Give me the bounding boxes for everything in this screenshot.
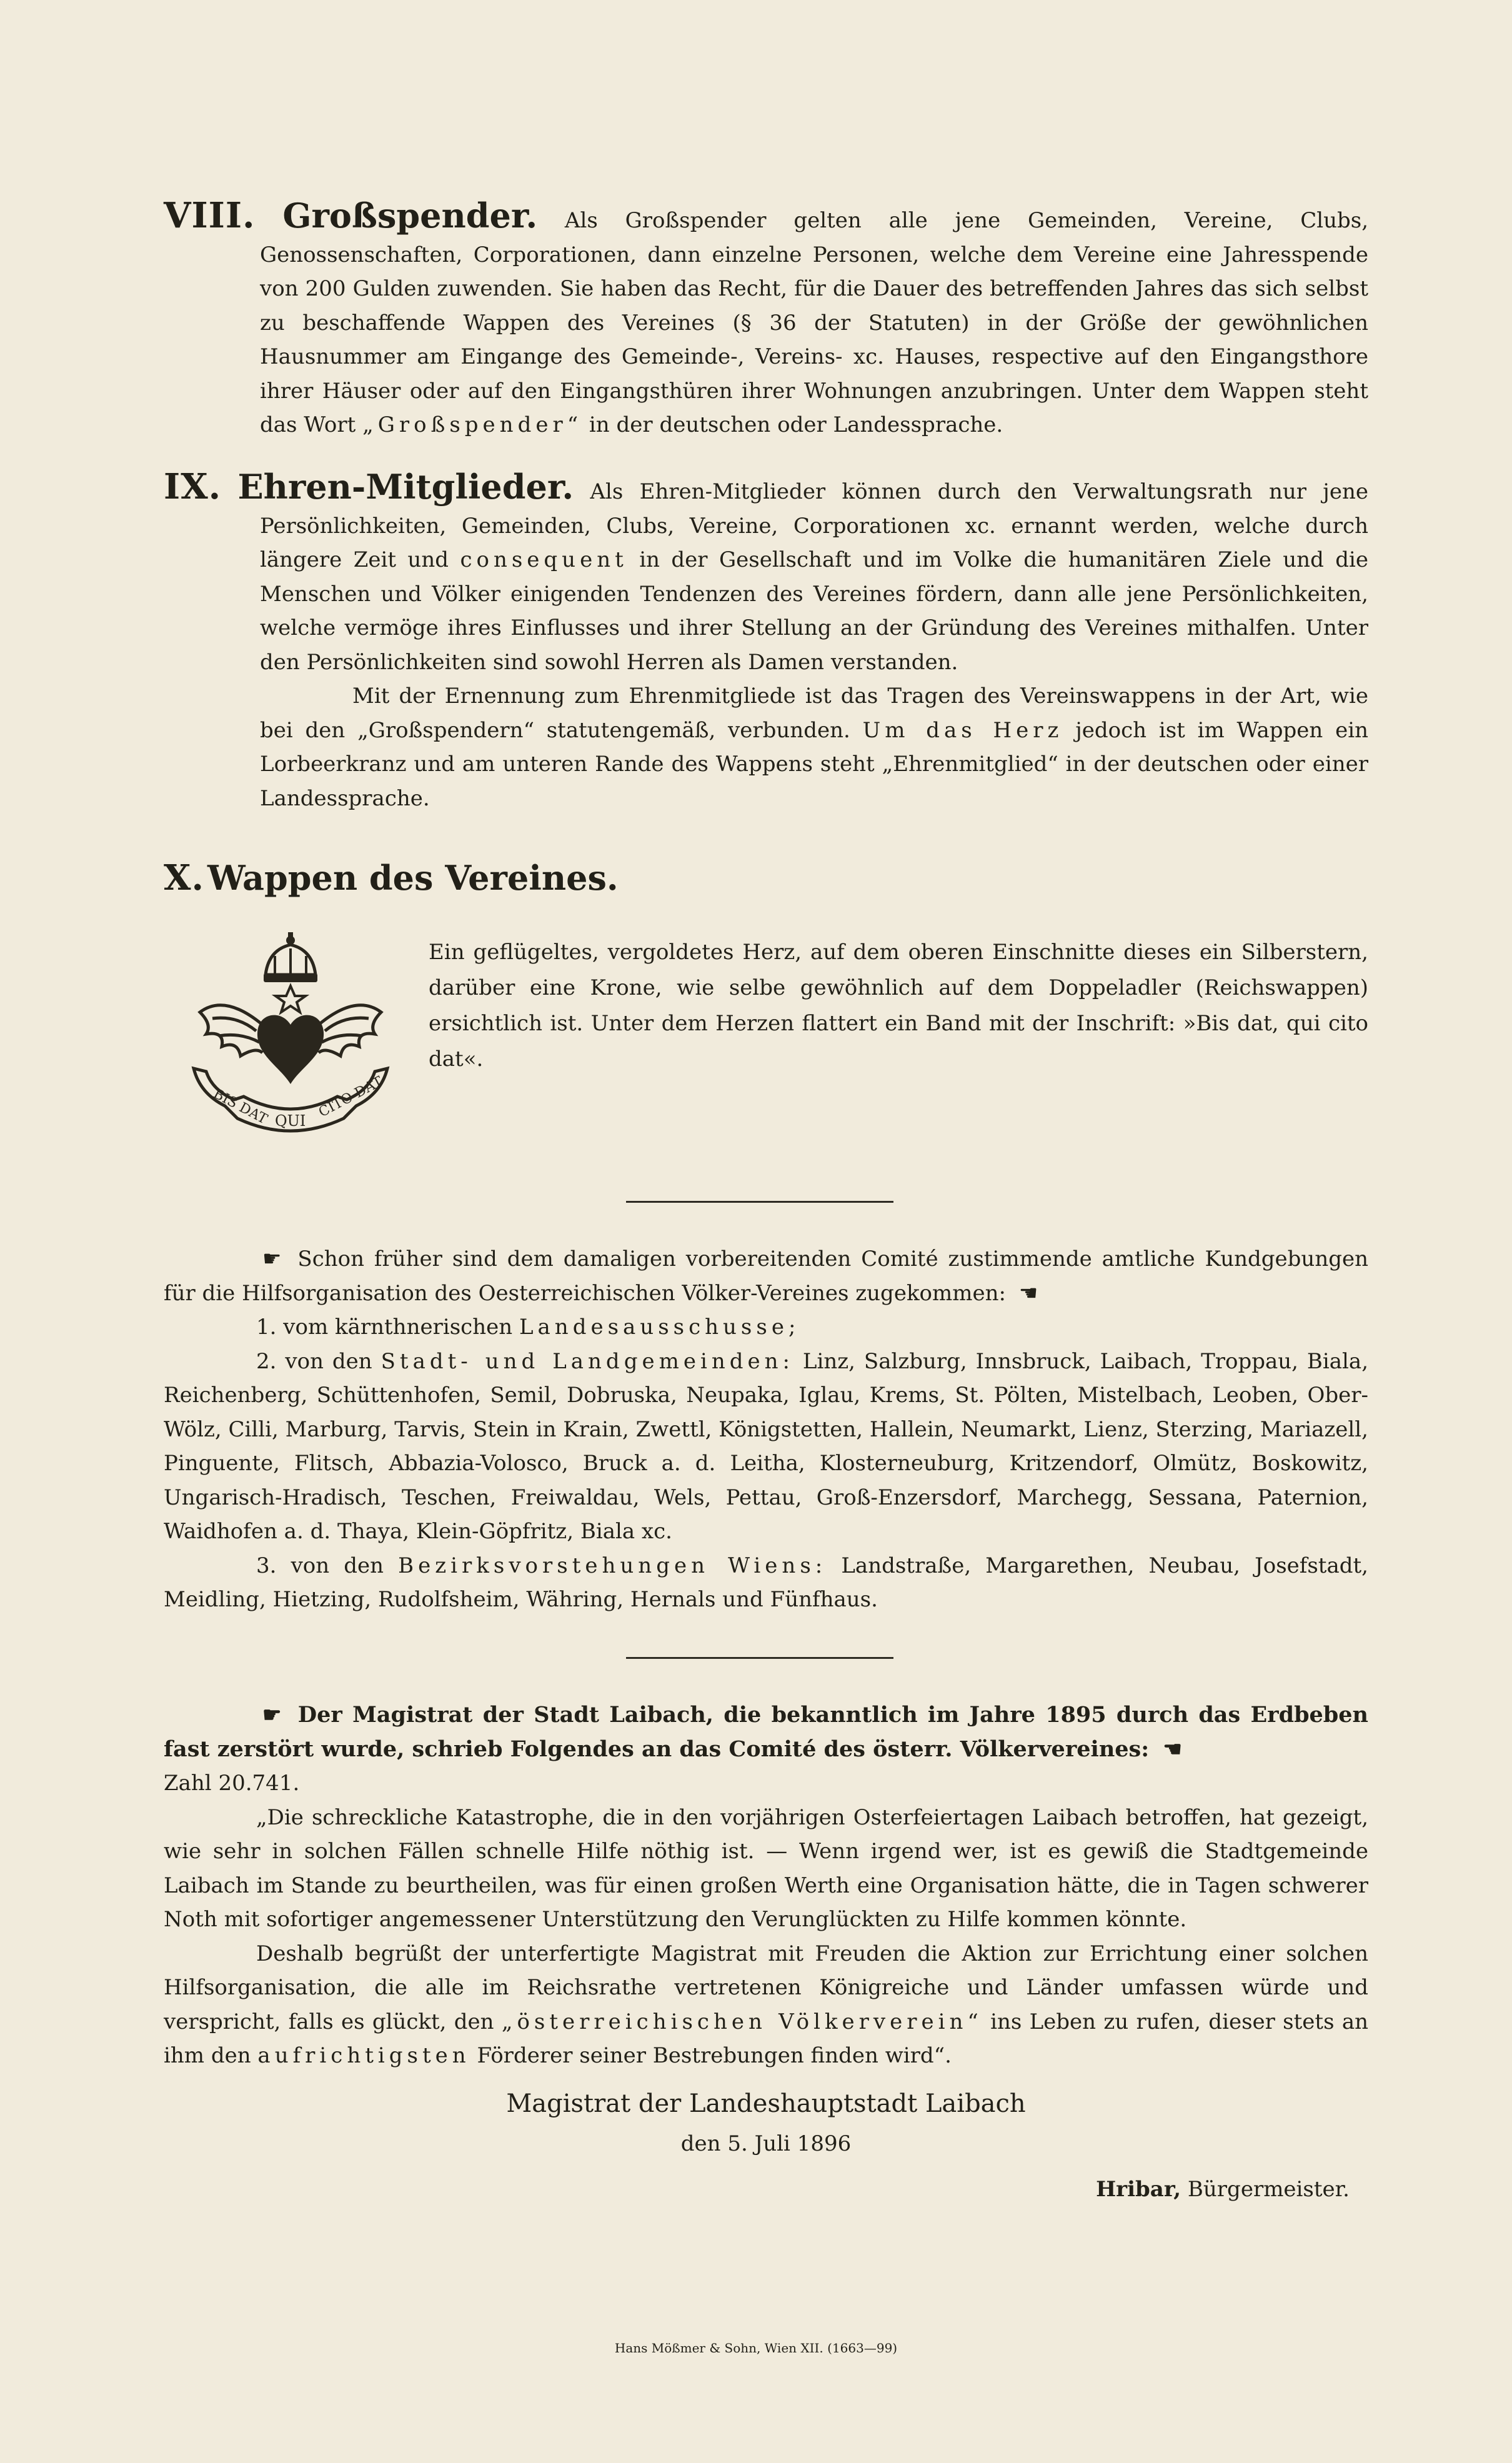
ribbon-text-mid: QUI bbox=[275, 1112, 306, 1130]
endorsement-item-3 bbox=[164, 1549, 1368, 1617]
item-spaced-text: Landesausschusse bbox=[519, 1315, 788, 1340]
printer-imprint: Hans Mößmer & Sohn, Wien XII. (1663—99) bbox=[614, 2341, 898, 2356]
section-text: Als Ehren-Mitglieder können durch den Verwaltungsrath nur jene Persönlichkeiten, Gemeinden, Clubs, Vereine, Corporationen xc. ernannt werden, welche durch längere Zeit und bbox=[260, 479, 1368, 572]
letter-paragraph-2 bbox=[164, 1937, 1368, 2073]
letter-spaced-text: aufrichtigsten bbox=[257, 2043, 470, 2068]
pointing-hand-right-icon: ☛ bbox=[262, 1246, 282, 1271]
letter-heading bbox=[164, 1698, 1368, 1766]
pointing-hand-left-icon: ☚ bbox=[1163, 1736, 1182, 1762]
section-ehren-mitglieder bbox=[164, 466, 1369, 815]
section-text: Mit der Ernennung zum Ehrenmitgliede ist das Tragen des Vereinswappens in der Art, wie bei den „Großspendern“ statutengemäß, verbunden. bbox=[260, 684, 1368, 743]
letter-text: ins Leben zu rufen, dieser stets an ihm den bbox=[164, 2009, 1368, 2068]
section-title: Wappen des Vereines. bbox=[207, 858, 619, 898]
pointing-hand-left-icon: ☚ bbox=[1018, 1280, 1038, 1306]
item-text: kärnthnerischen bbox=[335, 1315, 513, 1340]
letter-mayor bbox=[164, 2172, 1368, 2207]
letter-paragraph-1: „Die schreckliche Katastrophe, die in den vorjährigen Osterfeiertagen Laibach betroffen, hat gezeigt, wie sehr in solchen Fällen schnelle Hilfe nöthig ist. — Wenn irgend wer, ist es gewiß die Stadtgemeinde Laibach im Stande zu beurtheilen, was für einen großen Werth eine Organisation hätte, die in Tagen schwerer Noth mit sofortiger angemessener Unterstützung den Verunglückten zu Hilfe kommen könnte. bbox=[164, 1804, 1368, 1932]
section-text: Als Großspender gelten alle jene Gemeinden, Vereine, Clubs, Genossenschaften, Corporationen, dann einzelne Personen, welche dem Vereine eine Jahresspende von 200 Gulden zuwenden. Sie haben das Recht, für die Dauer des betreffenden Jahres das sich selbst zu beschaffende Wappen des Vereines (§ 36 der Statuten) in der Größe der gewöhnlichen Hausnummer am Eingange des Gemeinde-, Vereins- xc. Hauses, respective auf den Eingangsthore ihrer Häuser oder auf den Eingangsthüren ihrer Wohnungen anzubringen. Unter dem Wappen steht das Wort bbox=[260, 208, 1368, 437]
wappen-paragraph bbox=[429, 935, 1368, 1077]
motto-text: »Bis dat, qui cito dat«. bbox=[429, 1011, 1369, 1072]
section-text-end: in der deutschen oder Landessprache. bbox=[589, 412, 1003, 437]
letter-text: Deshalb begrüßt der unterfertigte Magistrat mit Freuden die Aktion zur Errichtung einer solchen Hilfsorganisation, die alle im Reichsrathe vertretenen Königreiche und Länder umfassen würde und verspricht, falls es glückt, den bbox=[164, 1941, 1368, 2034]
heart-icon bbox=[257, 1015, 324, 1084]
crown-icon bbox=[264, 932, 317, 982]
ribbon-text-right: CITO DAT bbox=[316, 1073, 385, 1121]
endorsement-item-2 bbox=[164, 1345, 1368, 1549]
section-title: Ehren-Mitglieder. bbox=[237, 467, 574, 507]
endorsements-intro bbox=[164, 1242, 1368, 1310]
spaced-word: consequent bbox=[460, 547, 628, 572]
section-text: jedoch ist im Wappen ein Lorbeerkranz und am unteren Rande des Wappens steht „Ehrenmitglied“ in der deutschen oder einer Landessprache. bbox=[260, 717, 1368, 811]
wappen-heading bbox=[164, 857, 1368, 898]
item-text: vom bbox=[283, 1315, 329, 1340]
item-text: ; bbox=[788, 1315, 796, 1340]
item-number: 2. bbox=[256, 1348, 277, 1374]
mayor-name: Hribar, bbox=[1096, 2176, 1181, 2202]
section-text: in der Gesellschaft und im Volke die humanitären Ziele und die Menschen und Völker einigenden Tendenzen des Vereines fördern, dann alle jene Persönlichkeiten, welche vermöge ihres Einflusses und ihrer Stellung an der Gründung des Vereines mithalfen. Unter den Persönlichkeiten sind sowohl Herren als Damen verstanden. bbox=[260, 547, 1369, 675]
endorsements-section bbox=[164, 1242, 1368, 1617]
item-spaced-text: Stadt- und Landgemeinden: bbox=[380, 1348, 794, 1374]
divider bbox=[626, 1657, 893, 1659]
item-spaced-text: Bezirksvorstehungen Wiens: bbox=[398, 1553, 827, 1578]
item-text: von den bbox=[285, 1348, 372, 1374]
section-number: X. bbox=[164, 857, 204, 898]
star-icon bbox=[276, 986, 306, 1012]
coat-of-arms-emblem bbox=[187, 931, 394, 1156]
grossspender-paragraph bbox=[164, 195, 1368, 442]
letter-date: den 5. Juli 1896 bbox=[680, 2131, 852, 2156]
section-title: Großspender. bbox=[282, 196, 538, 236]
wappen-description bbox=[429, 935, 1368, 1077]
section-wappen bbox=[164, 857, 1368, 898]
item-text: Linz, Salzburg, Innsbruck, Laibach, Troppau, Biala, Reichenberg, Schüttenhofen, Semil, Dobruska, Neupaka, Iglau, Krems, St. Pölten, Mistelbach, Leoben, Ober-Wölz, Cilli, Marburg, Tarvis, Stein in Krain, Zwettl, Königstetten, Hallein, Neumarkt, Lienz, Sterzing, Mariazell, Pinguente, Flitsch, Abbazia-Volosco, Bruck a. d. Leitha, Klosterneuburg, Kritzendorf, Olmütz, Boskowitz, Ungarisch-Hradisch, Teschen, Freiwaldau, Wels, Pettau, Groß-Enzersdorf, Marchegg, Sessana, Paternion, Waidhofen a. d. Thaya, Klein-Göpfritz, Biala xc. bbox=[164, 1348, 1369, 1544]
mayor-title: Bürgermeister. bbox=[1187, 2176, 1350, 2202]
section-number: IX. bbox=[164, 466, 222, 507]
letter-text: Förderer seiner Bestrebungen finden wird“. bbox=[477, 2043, 952, 2068]
letter-heading-text: Der Magistrat der Stadt Laibach, die bekanntlich im Jahre 1895 durch das Erdbeben fast zerstört wurde, schrieb Folgendes an das Comité des österr. Völkervereines: bbox=[164, 1702, 1368, 1762]
divider bbox=[626, 1201, 893, 1203]
letter-number: Zahl 20.741. bbox=[164, 1771, 300, 1796]
ribbon-text-left: BIS DAT bbox=[211, 1086, 270, 1128]
section-number: VIII. bbox=[164, 195, 256, 236]
item-number: 1. bbox=[256, 1315, 277, 1340]
letter-spaced-text: „österreichischen Völkerverein“ bbox=[501, 2009, 983, 2034]
letter-section bbox=[164, 1698, 1368, 2206]
item-number: 3. bbox=[256, 1553, 277, 1578]
item-text: von den bbox=[291, 1553, 384, 1578]
section-grossspender bbox=[164, 195, 1368, 442]
intro-text: Schon früher sind dem damaligen vorbereitenden Comité zustimmende amtliche Kundgebungen für die Hilfsorganisation des Oesterreichischen Völker-Vereines zugekommen: bbox=[164, 1246, 1368, 1306]
item-text: Landstraße, Margarethen, Neubau, Josefstadt, Meidling, Hietzing, Rudolfsheim, Währing, Hernals und Fünfhaus. bbox=[164, 1553, 1368, 1612]
section-text: Ein geflügeltes, vergoldetes Herz, auf dem oberen Einschnitte dieses ein Silberstern, darüber eine Krone, wie selbe gewöhnlich auf dem Doppeladler (Reichswappen) ersichtlich ist. Unter dem Herzen flattert ein Band mit der Inschrift: bbox=[429, 940, 1368, 1036]
letter-signature: Magistrat der Landeshauptstadt Laibach bbox=[506, 2089, 1026, 2118]
quoted-word: „Großspender“ bbox=[362, 412, 583, 437]
pointing-hand-right-icon: ☛ bbox=[262, 1703, 282, 1728]
ehren-mitglieder-paragraph bbox=[164, 466, 1369, 679]
spaced-word: Um das Herz bbox=[862, 717, 1063, 743]
ehren-mitglieder-paragraph-2 bbox=[164, 679, 1368, 815]
endorsement-item-1 bbox=[164, 1310, 1368, 1345]
